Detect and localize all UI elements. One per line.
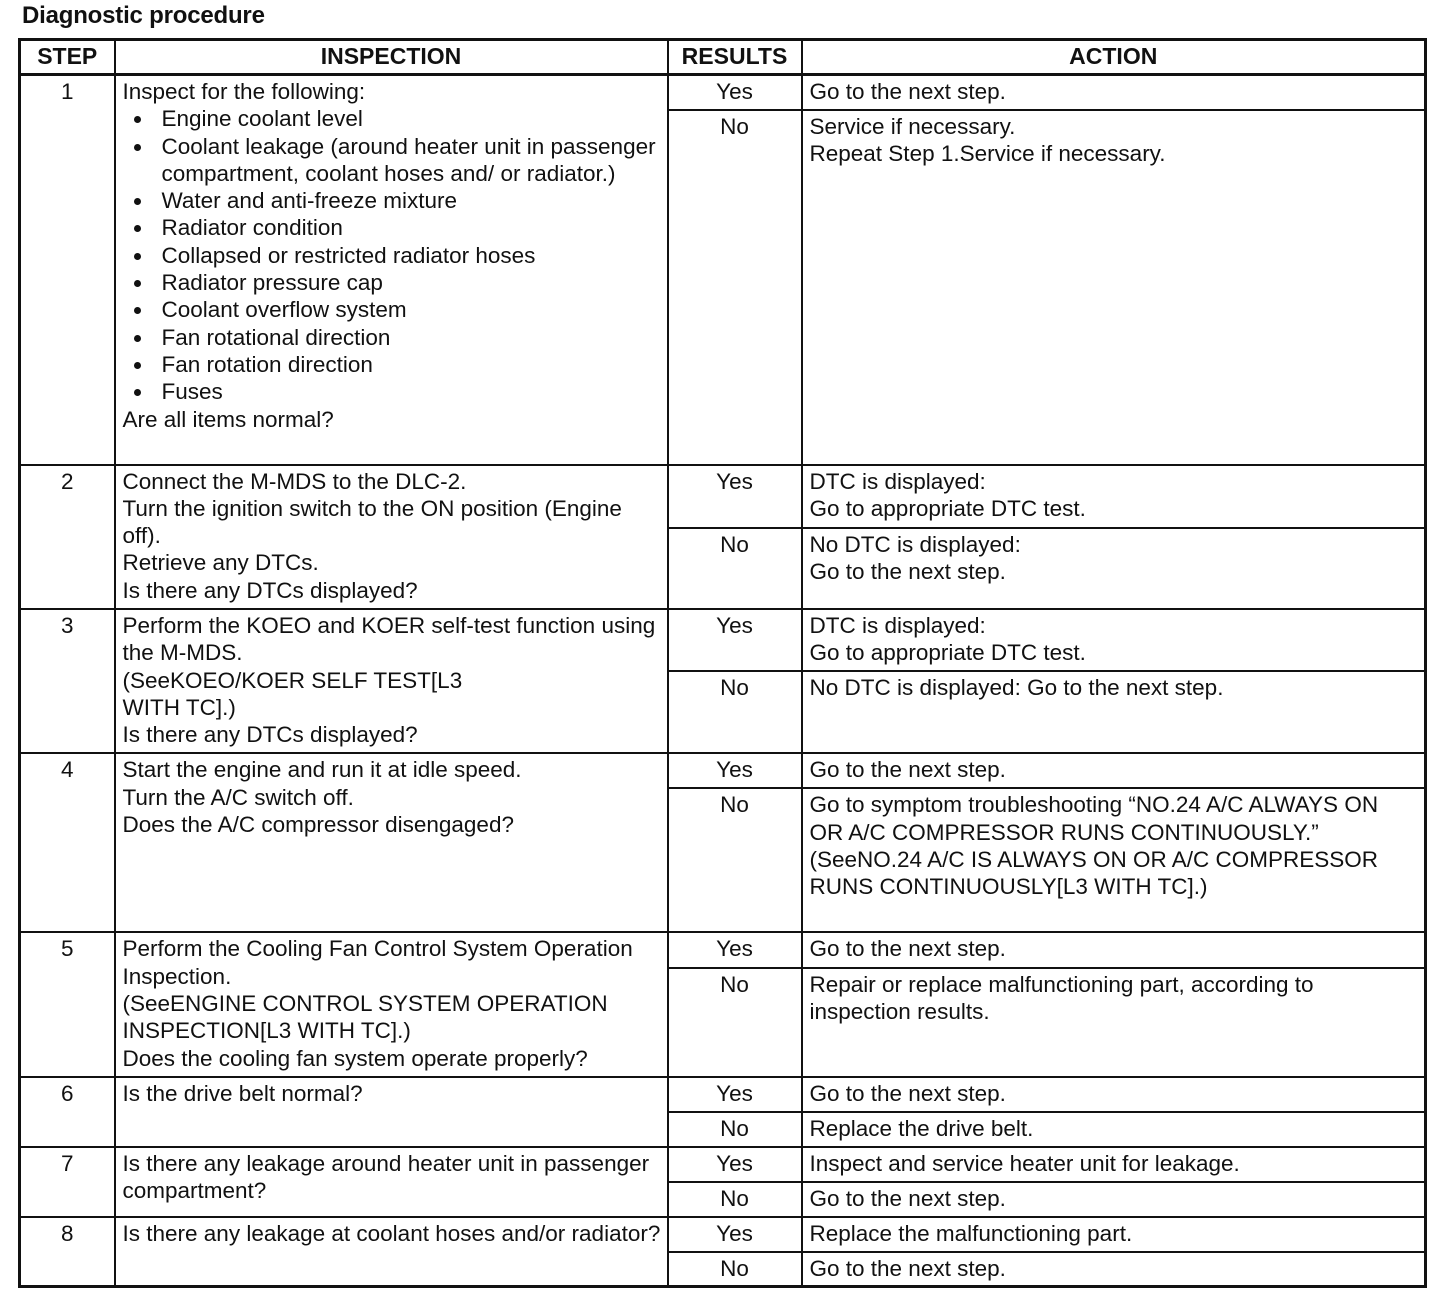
step-row-yes — [20, 75, 1426, 110]
step-inspection — [115, 75, 668, 465]
step-number: 1 — [20, 75, 115, 465]
bullet-icon — [134, 307, 141, 314]
result-no: No — [668, 1112, 802, 1147]
step-number: 5 — [20, 932, 115, 1076]
step-inspection: Perform the Cooling Fan Control System Operation Inspection. (SeeENGINE CONTROL SYSTEM OPERATION INSPECTION[L3 WITH TC].) Does the cooling fan system operate properly? — [115, 932, 668, 1076]
bullet-icon — [134, 144, 141, 151]
action-no: Service if necessary. Repeat Step 1.Service if necessary. — [802, 110, 1426, 465]
step-number: 7 — [20, 1147, 115, 1217]
step-row-yes — [20, 465, 1426, 528]
result-yes: Yes — [668, 465, 802, 528]
action-yes: Go to the next step. — [802, 1077, 1426, 1112]
step-inspection: Connect the M-MDS to the DLC-2. Turn the ignition switch to the ON position (Engine off). Retrieve any DTCs. Is there any DTCs displayed? — [115, 465, 668, 609]
action-no: No DTC is displayed: Go to the next step. — [802, 671, 1426, 753]
result-no: No — [668, 528, 802, 609]
result-no: No — [668, 671, 802, 753]
checklist-item: Engine coolant level — [123, 105, 661, 132]
step-row-yes — [20, 1147, 1426, 1182]
inspection-question: Are all items normal? — [122, 406, 334, 432]
action-no: Replace the drive belt. — [802, 1112, 1426, 1147]
step-inspection: Start the engine and run it at idle speed. Turn the A/C switch off. Does the A/C compressor disengaged? — [115, 753, 668, 932]
result-no: No — [668, 788, 802, 932]
step-row-yes — [20, 609, 1426, 671]
action-no: No DTC is displayed: Go to the next step. — [802, 528, 1426, 609]
action-yes: Replace the malfunctioning part. — [802, 1217, 1426, 1252]
header-inspection: INSPECTION — [115, 40, 668, 75]
action-no: Repair or replace malfunctioning part, according to inspection results. — [802, 968, 1426, 1077]
action-yes: Inspect and service heater unit for leakage. — [802, 1147, 1426, 1182]
bullet-icon — [134, 362, 141, 369]
header-action: ACTION — [802, 40, 1426, 75]
action-yes: Go to the next step. — [802, 932, 1426, 967]
result-yes: Yes — [668, 1217, 802, 1252]
action-no: Go to the next step. — [802, 1252, 1426, 1287]
result-yes: Yes — [668, 75, 802, 110]
bullet-icon — [134, 116, 141, 123]
result-yes: Yes — [668, 753, 802, 788]
checklist-item: Radiator pressure cap — [123, 269, 661, 296]
result-yes: Yes — [668, 932, 802, 967]
checklist-item: Water and anti-freeze mixture — [123, 187, 661, 214]
checklist-item: Fuses — [123, 378, 661, 405]
result-no: No — [668, 968, 802, 1077]
step-number: 8 — [20, 1217, 115, 1287]
action-yes: DTC is displayed: Go to appropriate DTC test. — [802, 609, 1426, 671]
checklist-item: Fan rotational direction — [123, 324, 661, 351]
step-number: 4 — [20, 753, 115, 932]
bullet-icon — [134, 335, 141, 342]
page-title: Diagnostic procedure — [22, 2, 265, 29]
bullet-icon — [134, 225, 141, 232]
action-no: Go to symptom troubleshooting “NO.24 A/C ALWAYS ON OR A/C COMPRESSOR RUNS CONTINUOUSLY.” (SeeNO.24 A/C IS ALWAYS ON OR A/C COMPRESSOR RUNS CONTINUOUSLY[L3 WITH TC].) — [802, 788, 1426, 932]
step-row-yes — [20, 932, 1426, 967]
result-no: No — [668, 110, 802, 465]
checklist-item: Collapsed or restricted radiator hoses — [123, 242, 661, 269]
action-yes: DTC is displayed: Go to appropriate DTC test. — [802, 465, 1426, 528]
step-inspection: Is there any leakage around heater unit in passenger compartment? — [115, 1147, 668, 1217]
step-inspection: Perform the KOEO and KOER self-test function using the M-MDS. (SeeKOEO/KOER SELF TEST[L3 WITH TC].) Is there any DTCs displayed? — [115, 609, 668, 753]
inspection-checklist — [123, 105, 661, 405]
diagnostic-procedure-table — [18, 38, 1427, 1288]
result-yes: Yes — [668, 1147, 802, 1182]
result-yes: Yes — [668, 1077, 802, 1112]
action-no: Go to the next step. — [802, 1182, 1426, 1217]
bullet-icon — [134, 253, 141, 260]
checklist-item: Radiator condition — [123, 214, 661, 241]
header-step: STEP — [20, 40, 115, 75]
bullet-icon — [134, 389, 141, 396]
checklist-item: Fan rotation direction — [123, 351, 661, 378]
step-inspection: Is the drive belt normal? — [115, 1077, 668, 1147]
checklist-item: Coolant leakage (around heater unit in passenger compartment, coolant hoses and/ or radiator.) — [123, 133, 661, 188]
action-yes: Go to the next step. — [802, 753, 1426, 788]
bullet-icon — [134, 280, 141, 287]
result-yes: Yes — [668, 609, 802, 671]
bullet-icon — [134, 198, 141, 205]
result-no: No — [668, 1182, 802, 1217]
step-row-yes — [20, 753, 1426, 788]
step-number: 3 — [20, 609, 115, 753]
action-yes: Go to the next step. — [802, 75, 1426, 110]
result-no: No — [668, 1252, 802, 1287]
inspection-intro: Inspect for the following: — [122, 79, 366, 104]
header-row — [20, 40, 1426, 75]
header-results: RESULTS — [668, 40, 802, 75]
step-inspection: Is there any leakage at coolant hoses and/or radiator? — [115, 1217, 668, 1287]
step-number: 6 — [20, 1077, 115, 1147]
step-row-yes — [20, 1217, 1426, 1252]
step-number: 2 — [20, 465, 115, 609]
checklist-item: Coolant overflow system — [123, 296, 661, 323]
step-row-yes — [20, 1077, 1426, 1112]
